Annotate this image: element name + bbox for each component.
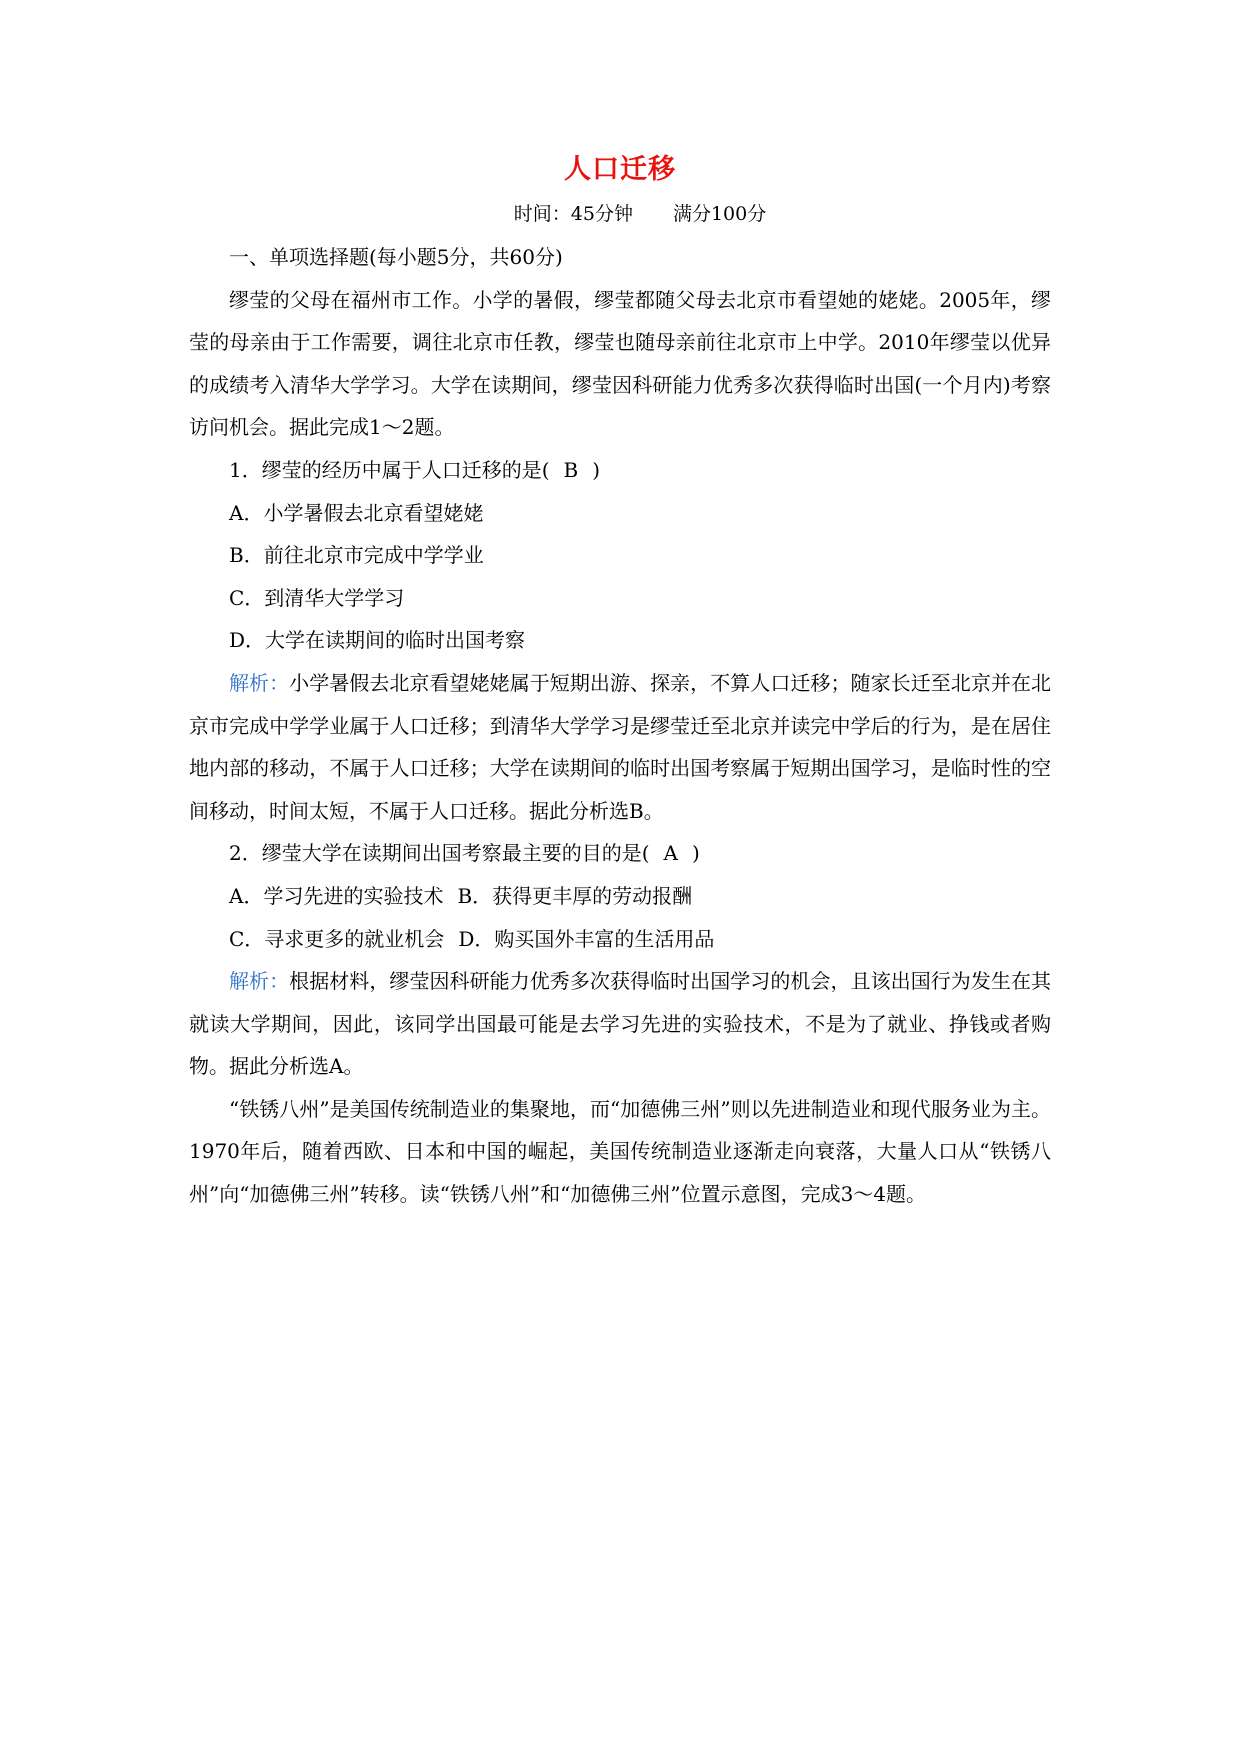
question-2-option-b: B．获得更丰厚的劳动报酬 [457, 883, 693, 908]
question-2-answer: A [663, 841, 678, 866]
exam-meta [189, 192, 1051, 236]
question-2-stem [189, 832, 1051, 875]
analysis-text: 小学暑假去北京看望姥姥属于短期出游、探亲，不算人口迁移；随家长迁至北京并在北京市完成中学学业属于人口迁移；到清华大学学习是缪莹迁至北京并读完中学后的行为，是在居住地内部的移动，不属于人口迁移；大学在读期间的临时出国考察属于短期出国学习，是临时性的空间移动，时间太短，不属于人口迁移。据此分析选B。 [189, 670, 1052, 823]
question-1-option-b: B．前往北京市完成中学学业 [229, 543, 484, 568]
passage-1: 缪莹的父母在福州市工作。小学的暑假，缪莹都随父母去北京市看望她的姥姥。2005年，缪莹的母亲由于工作需要，调往北京市任教，缪莹也随母亲前往北京市上中学。2010年缪莹以优异的成绩考入清华大学学习。大学在读期间，缪莹因科研能力优秀多次获得临时出国(一个月内)考察访问机会。据此完成1～2题。 [189, 287, 1051, 440]
section-heading: 一、单项选择题(每小题5分，共60分) [229, 245, 563, 269]
exam-time: 时间：45分钟 [513, 203, 633, 225]
question-1-option-d: D．大学在读期间的临时出国考察 [229, 628, 526, 653]
question-2-option-d: D．购买国外丰富的生活用品 [458, 926, 715, 951]
page-title: 人口迁移 [564, 154, 676, 185]
passage-2: “铁锈八州”是美国传统制造业的集聚地，而“加德佛三州”则以先进制造业和现代服务业为主。1970年后，随着西欧、日本和中国的崛起，美国传统制造业逐渐走向衰落，大量人口从“铁锈八州”向“加德佛三州”转移。读“铁锈八州”和“加德佛三州”位置示意图，完成3～4题。 [189, 1096, 1051, 1207]
exam-score: 满分100分 [672, 203, 767, 225]
question-1-option-a: A．小学暑假去北京看望姥姥 [229, 500, 484, 525]
question-2-option-a: A．学习先进的实验技术 [229, 883, 444, 908]
question-2-text: 2．缪莹大学在读期间出国考察最主要的目的是( [229, 841, 650, 866]
question-2-option-c: C．寻求更多的就业机会 [229, 926, 445, 951]
question-2-options-ab [189, 875, 1051, 918]
question-2-close: ) [691, 841, 700, 866]
analysis-text: 根据材料，缪莹因科研能力优秀多次获得临时出国学习的机会，且该出国行为发生在其就读大学期间，因此，该同学出国最可能是去学习先进的实验技术，不是为了就业、挣钱或者购物。据此分析选A。 [189, 969, 1052, 1079]
question-2-options-cd [189, 918, 1051, 961]
analysis-label: 解析： [229, 670, 290, 695]
question-1-stem [189, 449, 1051, 492]
question-1-option-c: C．到清华大学学习 [229, 585, 405, 610]
analysis-label: 解析： [229, 969, 290, 994]
question-1-close: ) [592, 457, 601, 482]
document-page [189, 148, 1051, 1216]
question-2-analysis [189, 960, 1051, 1088]
question-1-text: 1．缪莹的经历中属于人口迁移的是( [229, 457, 550, 482]
question-1-answer: B [563, 457, 579, 482]
question-1-analysis [189, 662, 1051, 832]
